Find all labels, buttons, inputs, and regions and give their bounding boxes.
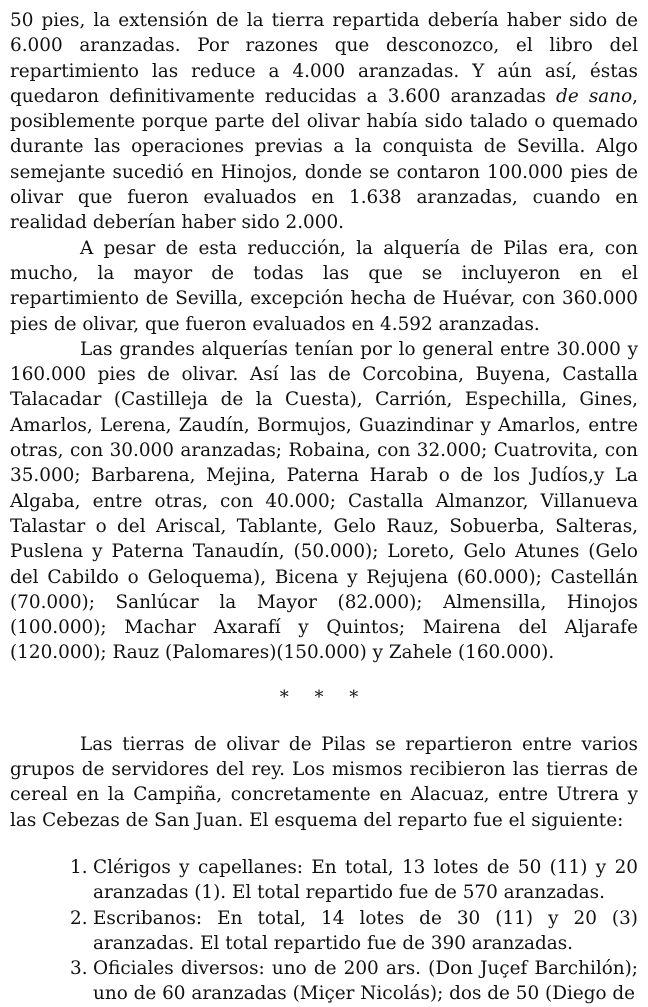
list-item-text: Oficiales diversos: uno de 200 ars. (Don Juçef Barchilón); uno de 60 aranzadas (Miçer Nicolás); dos de 50 (Diego de bbox=[93, 958, 638, 1005]
paragraph-1-italic: de sano bbox=[556, 85, 633, 107]
distribution-list bbox=[10, 855, 638, 1007]
list-item bbox=[70, 906, 638, 957]
paragraph-1 bbox=[10, 8, 638, 236]
paragraph-4: Las tierras de olivar de Pilas se repartieron entre varios grupos de servidores del rey. Los mismos recibieron las tierras de cereal en la Campiña, concretamente en Alacuaz, entre Utrera y las Cebezas de San Juan. El esquema del reparto fue el siguiente: bbox=[10, 733, 638, 831]
list-item-number: 3. bbox=[70, 958, 88, 980]
list-item-text: Clérigos y capellanes: En total, 13 lotes de 50 (11) y 20 aranzadas (1). El total repartido fue de 570 aranzadas. bbox=[93, 856, 638, 904]
paragraph-1-text-b: , posiblemente porque parte del olivar había sido talado o quemado durante las operaciones previas a la conquista de Sevilla. Algo semejante sucedió en Hinojos, donde se contaron 100.000 pies de olivar que fueron evaluados en 1.638 aranzadas, cuando en realidad deberían haber sido 2.000. bbox=[10, 85, 639, 234]
list-item-number: 1. bbox=[70, 856, 88, 878]
paragraph-2: A pesar de esta reducción, la alquería de Pilas era, con mucho, la mayor de todas las que se incluyeron en el repartimiento de Sevilla, excepción hecha de Huévar, con 360.000 pies de olivar, que fueron evaluados en 4.592 aranzadas. bbox=[10, 237, 638, 335]
paragraph-1-text-a: 50 pies, la extensión de la tierra repartida debería haber sido de 6.000 aranzadas. Por razones que desconozco, el libro del repartimiento las reduce a 4.000 aranzadas. Y aún así, éstas quedaron definitivamente reducidas a 3.600 aranzadas bbox=[10, 10, 638, 107]
section-separator: * * * bbox=[279, 686, 369, 708]
paragraph-3: Las grandes alquerías tenían por lo general entre 30.000 y 160.000 pies de olivar. Así las de Corcobina, Buyena, Castalla Talacadar (Castilleja de la Cuesta), Carrión, Espechilla, Gines, Amarlos, Lerena, Zaudín, Bormujos, Guazindinar y Amarlos, entre otras, con 30.000 aranzadas; Robaina, con 32.000; Cuatrovita, con 35.000; Barbarena, Mejina, Paterna Harab o de los Judíos,y La Algaba, entre otras, con 40.000; Castalla Almanzor, Villanueva Talastar o del Ariscal, Tablante, Gelo Rauz, Sobuerba, Salteras, Puslena y Paterna Tanaudín, (50.000); Loreto, Gelo Atunes (Gelo del Cabildo o Geloquema), Bicena y Rejujena (60.000); Castellán (70.000); Sanlúcar la Mayor (82.000); Almensilla, Hinojos (100.000); Machar Axarafí y Quintos; Mairena del Aljarafe (120.000); Rauz (Palomares)(150.000) y Zahele (160.000). bbox=[10, 338, 638, 664]
list-item bbox=[70, 855, 638, 906]
list-item bbox=[70, 956, 638, 1007]
list-item-number: 2. bbox=[70, 907, 88, 929]
list-item-text: Escribanos: En total, 14 lotes de 30 (11) y 20 (3) aranzadas. El total repartido fue de 390 aranzadas. bbox=[93, 907, 638, 954]
